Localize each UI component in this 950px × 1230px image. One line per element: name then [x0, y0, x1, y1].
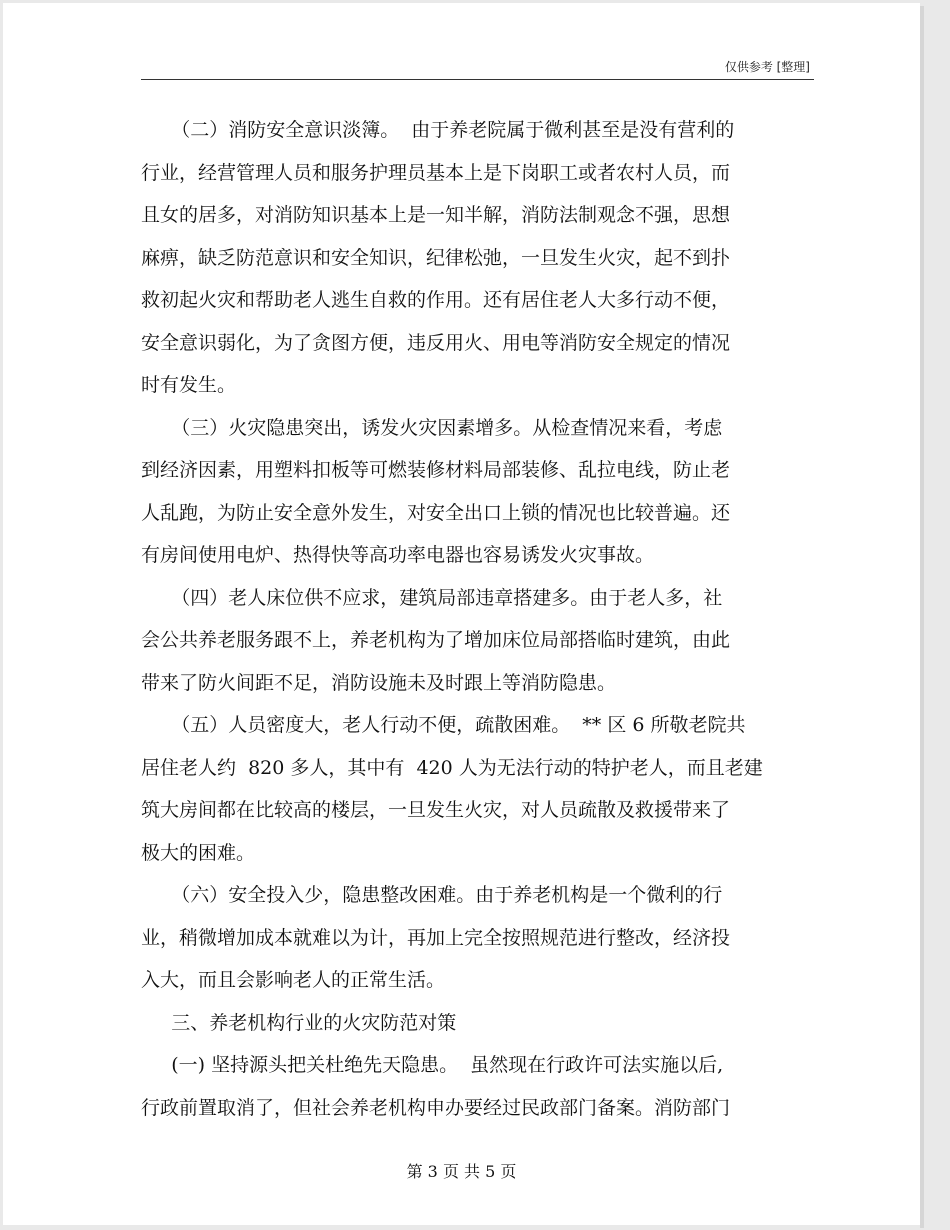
text-line: (一) 坚持源头把关杜绝先天隐患。 虽然现在行政许可法实施以后,	[141, 1054, 724, 1076]
text-line: 时有发生。	[141, 374, 237, 396]
text-line: （五）人员密度大，老人行动不便，疏散困难。 ** 区 6 所敬老院共	[141, 714, 746, 736]
text-line: 居住老人约 820 多人，其中有 420 人为无法行动的特护老人，而且老建	[141, 756, 763, 779]
text-line: 救初起火灾和帮助老人逃生自救的作用。还有居住老人大多行动不便，	[141, 289, 731, 311]
text-line: 麻痹，缺乏防范意识和安全知识，纪律松弛，一旦发生火灾，起不到扑	[141, 246, 731, 269]
text-line: 行政前置取消了，但社会养老机构申办要经过民政部门备案。消防部门	[141, 1096, 731, 1119]
text-line: （三）火灾隐患突出，诱发火灾因素增多。从检查情况来看，考虑	[141, 416, 723, 439]
text-line: （四）老人床位供不应求，建筑局部违章搭建多。由于老人多，社	[141, 586, 723, 609]
text-line: （六）安全投入少，隐患整改困难。由于养老机构是一个微利的行	[141, 884, 723, 906]
section-heading: 三、养老机构行业的火灾防范对策	[141, 1011, 457, 1034]
text-line: 会公共养老服务跟不上，养老机构为了增加床位局部搭临时建筑，由此	[141, 629, 731, 651]
text-line: 筑大房间都在比较高的楼层，一旦发生火灾，对人员疏散及救援带来了	[141, 799, 731, 821]
text-line: 到经济因素，用塑料扣板等可燃装修材料局部装修、乱拉电线，防止老	[141, 459, 731, 481]
document-page	[3, 3, 920, 1225]
text-line: 带来了防火间距不足，消防设施未及时跟上等消防隐患。	[141, 671, 617, 694]
header-rule	[141, 79, 814, 80]
text-line: 人乱跑，为防止安全意外发生，对安全出口上锁的情况也比较普遍。还	[141, 501, 731, 524]
text-line: 安全意识弱化，为了贪图方便，违反用火、用电等消防安全规定的情况	[141, 331, 731, 354]
body-text	[141, 109, 821, 1129]
text-line: 有房间使用电炉、热得快等高功率电器也容易诱发火灾事故。	[141, 544, 655, 566]
text-line: （二）消防安全意识淡簿。 由于养老院属于微利甚至是没有营利的	[141, 119, 735, 141]
page-footer: 第 3 页 共 5 页	[406, 1162, 517, 1181]
text-line: 业，稍微增加成本就难以为计，再加上完全按照规范进行整改，经济投	[141, 926, 731, 949]
page-shadow	[920, 6, 924, 1228]
text-line: 入大，而且会影响老人的正常生活。	[141, 969, 446, 991]
text-line: 且女的居多，对消防知识基本上是一知半解，消防法制观念不强，思想	[141, 204, 731, 226]
text-line: 行业，经营管理人员和服务护理员基本上是下岗职工或者农村人员，而	[141, 161, 731, 184]
text-line: 极大的困难。	[141, 841, 256, 864]
page-header: 仅供参考 [整理]	[724, 60, 810, 74]
